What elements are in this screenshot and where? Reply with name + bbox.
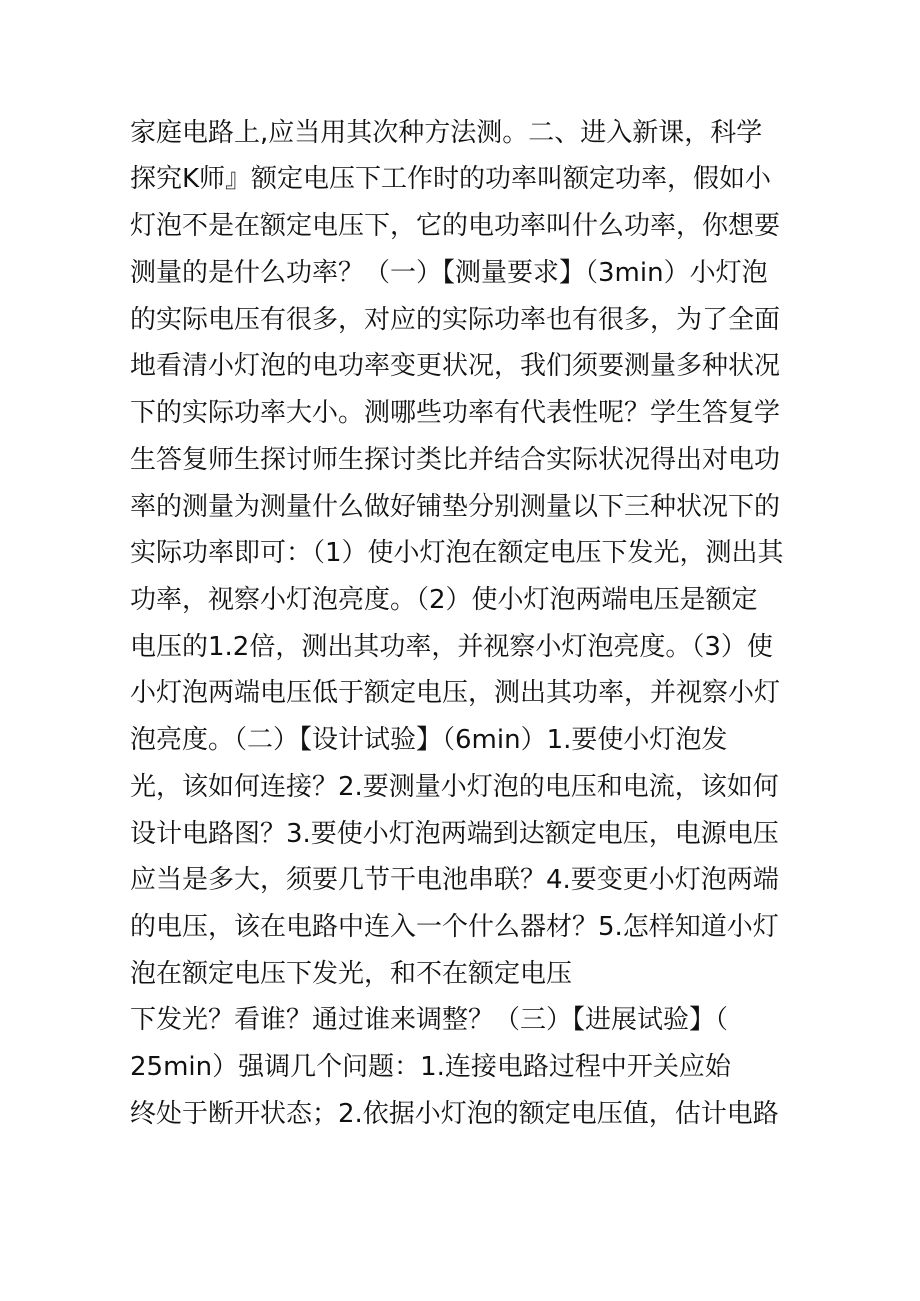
text-line: 下发光？看谁？通过谁来调整？（三）【进展试验】（ — [130, 1005, 729, 1035]
text-line: 终处于断开状态；2.依据小灯泡的额定电压值，估计电路 — [130, 1099, 779, 1129]
text-line: 率的测量为测量什么做好铺垫分别测量以下三种状况下的 — [130, 492, 781, 522]
text-line: 实际功率即可：（1）使小灯泡在额定电压下发光，测出其 — [130, 538, 784, 568]
text-line: 生答复师生探讨师生探讨类比并结合实际状况得出对电功 — [130, 445, 781, 475]
text-line: 电压的1.2倍，测出其功率，并视察小灯泡亮度。（3）使 — [130, 632, 773, 662]
text-line: 测量的是什么功率？（一）【测量要求】（3min）小灯泡 — [130, 258, 768, 288]
text-line: 的实际电压有很多，对应的实际功率也有很多，为了全面 — [130, 305, 781, 335]
text-line: 应当是多大，须要几节干电池串联？4.要变更小灯泡两端 — [130, 865, 779, 895]
text-line: 泡在额定电压下发光，和不在额定电压 — [130, 959, 573, 989]
text-line: 灯泡不是在额定电压下，它的电功率叫什么功率，你想要 — [130, 211, 781, 241]
text-line: 25min）强调几个问题：1.连接电路过程中开关应始 — [130, 1052, 731, 1082]
text-line: 的电压，该在电路中连入一个什么器材？5.怎样知道小灯 — [130, 912, 779, 942]
text-line: 家庭电路上,应当用其次种方法测。二、进入新课，科学 — [130, 118, 763, 148]
text-line: 小灯泡两端电压低于额定电压，测出其功率，并视察小灯 — [130, 678, 781, 708]
text-line: 地看清小灯泡的电功率变更状况，我们须要测量多种状况 — [130, 351, 781, 381]
text-line: 功率，视察小灯泡亮度。（2）使小灯泡两端电压是额定 — [130, 585, 758, 615]
text-line: 设计电路图？3.要使小灯泡两端到达额定电压，电源电压 — [130, 819, 779, 849]
text-line: 探究K师』额定电压下工作时的功率叫额定功率，假如小 — [130, 164, 772, 194]
text-line: 光，该如何连接？2.要测量小灯泡的电压和电流，该如何 — [130, 772, 779, 802]
text-line: 泡亮度。（二）【设计试验】（6min）1.要使小灯泡发 — [130, 725, 728, 755]
text-line: 下的实际功率大小。测哪些功率有代表性呢？学生答复学 — [130, 398, 781, 428]
